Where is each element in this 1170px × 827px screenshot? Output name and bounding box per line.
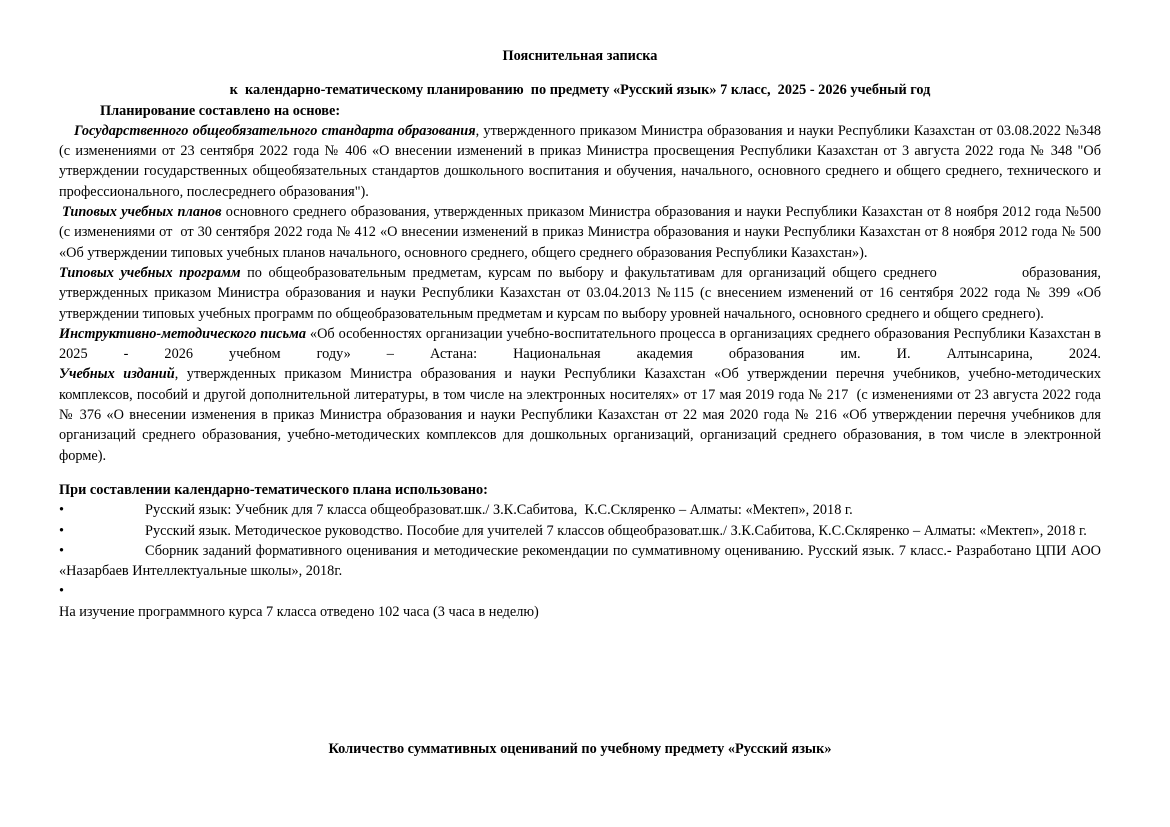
paragraph-lead: Государственного общеобязательного стандарта образования (74, 122, 476, 139)
paragraph-instructive-letter (59, 324, 1101, 365)
list-item (59, 521, 1101, 541)
paragraph-text: , утвержденного приказом Министра образования и науки Республики Казахстан от 03.08.2022 №348 (с изменениями от 23 сентября 2022 года № 406 «О внесении изменений в приказ Министра просвещения Республики Казахстан от 3 августа 2022 года № 348 "Об утверждении государственных общеобязательных стандартов дошкольного воспитания и обучения, начального, основного среднего и общего среднего, технического и профессионального, послесреднего образования"). (59, 122, 1101, 200)
paragraph-model-programs (59, 263, 1101, 324)
bullet-marker: • (59, 502, 65, 519)
basis-heading: Планирование составлено на основе: (100, 102, 341, 119)
paragraph-text: , утвержденных приказом Министра образования и науки Республики Казахстан «Об утверждении перечня учебников, учебно-методических комплексов, пособий и другой дополнительной литературы, в том числе на электронных носителях» от 17 мая 2019 года № 217 (с изменениями от 23 августа 2022 года № 376 «О внесении изменения в приказ Министра образования и науки Республики Казахстан от 22 мая 2020 года № 216 «Об утверждении перечня учебников для организаций среднего образования, учебно-методических комплексов для дошкольных организаций, организаций среднего образования, в том числе в электронной форме). (59, 366, 1101, 464)
usage-heading: При составлении календарно-тематического плана использовано: (59, 481, 488, 498)
paragraph-model-plans (59, 202, 1101, 263)
document-subtitle: к календарно-тематическому планированию по предмету «Русский язык» 7 класс, 2025 - 2026 учебный год (229, 82, 931, 99)
list-item-empty (59, 581, 1101, 601)
bullet-marker: • (59, 542, 65, 559)
paragraph-lead: Типовых учебных планов (62, 204, 222, 221)
paragraph-state-standard (59, 121, 1101, 202)
paragraph-text: по общеобразовательным предметам, курсам по выбору и факультативам для организаций общего среднего образования, утвержденных приказом Министра образования и науки Республики Казахстан от 03.04.2013 №115 (с внесением изменений от 16 сентября 2022 года № 399 «Об утверждении типовых учебных программ по общеобразовательным предметам и курсам по выбору уровней начального, основного среднего и общего среднего). (59, 264, 1102, 322)
list-item-text: Русский язык: Учебник для 7 класса общеобразоват.шк./ З.К.Сабитова, К.С.Скляренко – Алматы: «Мектеп», 2018 г. (145, 502, 853, 519)
course-note: На изучение программного курса 7 класса отведено 102 часа (3 часа в неделю) (59, 603, 539, 620)
list-item-text: Сборник заданий формативного оценивания и методические рекомендации по суммативному оцениванию. Русский язык. 7 класс.- Разработано ЦПИ АОО «Назарбаев Интеллектуальные школы», 2018г. (59, 542, 1101, 580)
document-title: Пояснительная записка (502, 48, 658, 64)
list-item (59, 541, 1101, 582)
paragraph-lead: Инструктивно-методического письма (59, 325, 307, 342)
paragraph-text: основного среднего образования, утвержденных приказом Министра образования и науки Республики Казахстан от 8 ноября 2012 года №500 (с изменениями от от 30 сентября 2022 года № 412 «О внесении изменений в приказ Министра образования и науки Республики Казахстан от 8 ноября 2012 года № 500 «Об утверждении типовых учебных планов начального, основного среднего, общего среднего образования Республики Казахстан»). (59, 204, 1102, 261)
paragraph-text: «Об особенностях организации учебно-воспитательного процесса в организациях среднего образования Республики Казахстан в 2025 - 2026 учебном году» – Астана: Национальная академия образования им. И. Алтынсарина, 2024. (59, 325, 1101, 363)
list-item (59, 500, 1101, 520)
bullet-marker: • (59, 583, 65, 600)
paragraph-textbooks-order (59, 364, 1101, 465)
list-item-text: Русский язык. Методическое руководство. Пособие для учителей 7 классов общеобразоват.шк./ З.К.Сабитова, К.С.Скляренко – Алматы: «Мектеп», 2018 г. (145, 522, 1087, 539)
bottom-title: Количество суммативных оцениваний по учебному предмету «Русский язык» (328, 741, 832, 758)
paragraph-lead: Учебных изданий (59, 366, 175, 383)
paragraph-lead: Типовых учебных программ (59, 264, 241, 281)
bullet-marker: • (59, 522, 65, 539)
